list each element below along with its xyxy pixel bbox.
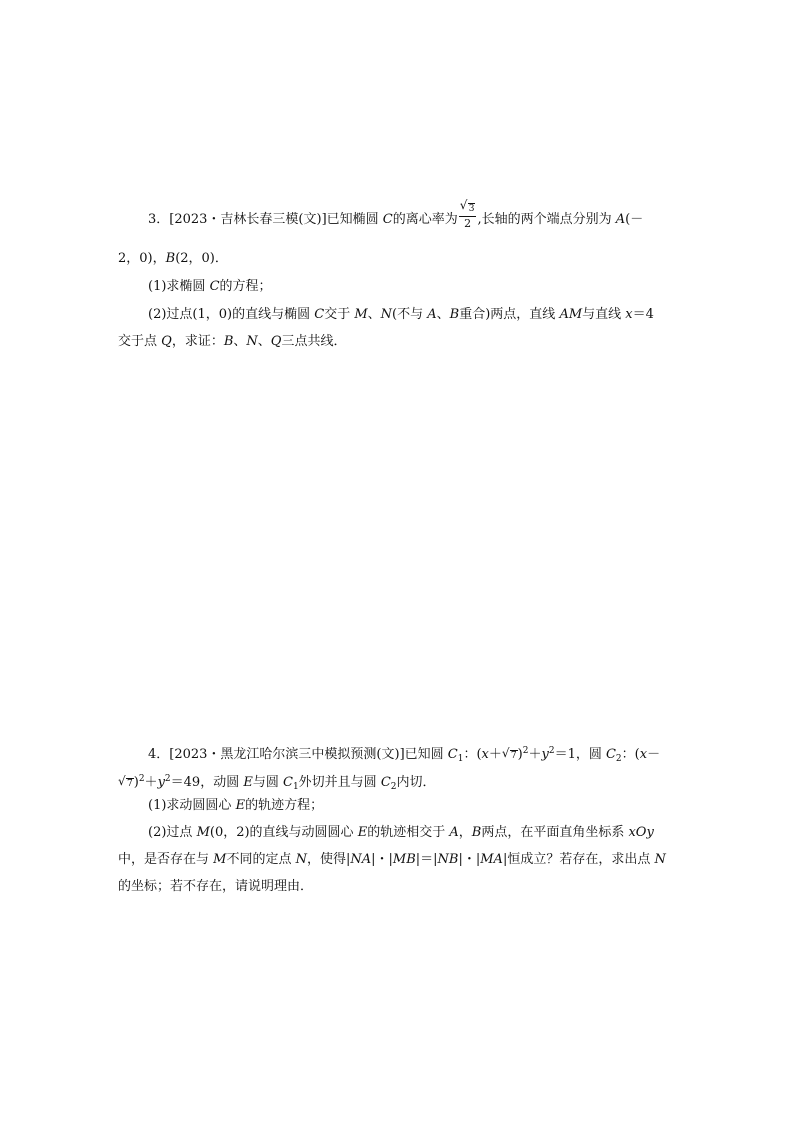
sqrt7: √ 7 (118, 774, 133, 789)
sqrt7: √ 7 (501, 746, 517, 761)
problem4-line6: 的坐标；若不存在，请说明理由． (118, 879, 314, 894)
problem3-line2: 2，0)，B(2，0)． (118, 251, 228, 266)
eccentricity-fraction: √ 3 2 (459, 198, 475, 230)
problem3-line5: 交于点 Q，求证：B、N、Q三点共线． (118, 334, 347, 349)
problem4-line1: 4．[2023・黑龙江哈尔滨三中模拟预测(文)]已知圆 $C_1$：(x＋ √ $7)^2+y^2=1$，圆 $C_2$：(x－ (148, 746, 661, 764)
problem4-line5: 中，是否存在与 M不同的定点 N，使得|NA|・|MB|＝|NB|・|MA|恒成立？若存在，求出点 N (118, 852, 666, 867)
problem4-part2: (2)过点 M(0，2)的直线与动圆圆心 E的轨迹相交于 A，B两点，在平面直角坐标系 xOy (148, 825, 654, 840)
problem3-part1: (1)求椭圆 C的方程； (148, 279, 272, 294)
problem3-line1: 3．[2023・吉林长春三模(文)]已知椭圆 C的离心率为 √ 3 2 ,长轴的两个端点分别为 A(－ (148, 198, 644, 230)
problem4-line2: √ $7)^2+y^2=49$，动圆 E与圆 $C_1$外切并且与圆 $C_2$内切． (118, 774, 436, 792)
problem3-part2: (2)过点(1，0)的直线与椭圆 C交于 M、N(不与 A、B重合)两点，直线 AM与直线 x＝4 (148, 307, 654, 322)
problem4-part1: (1)求动圆圆心 E的轨迹方程； (148, 798, 324, 813)
